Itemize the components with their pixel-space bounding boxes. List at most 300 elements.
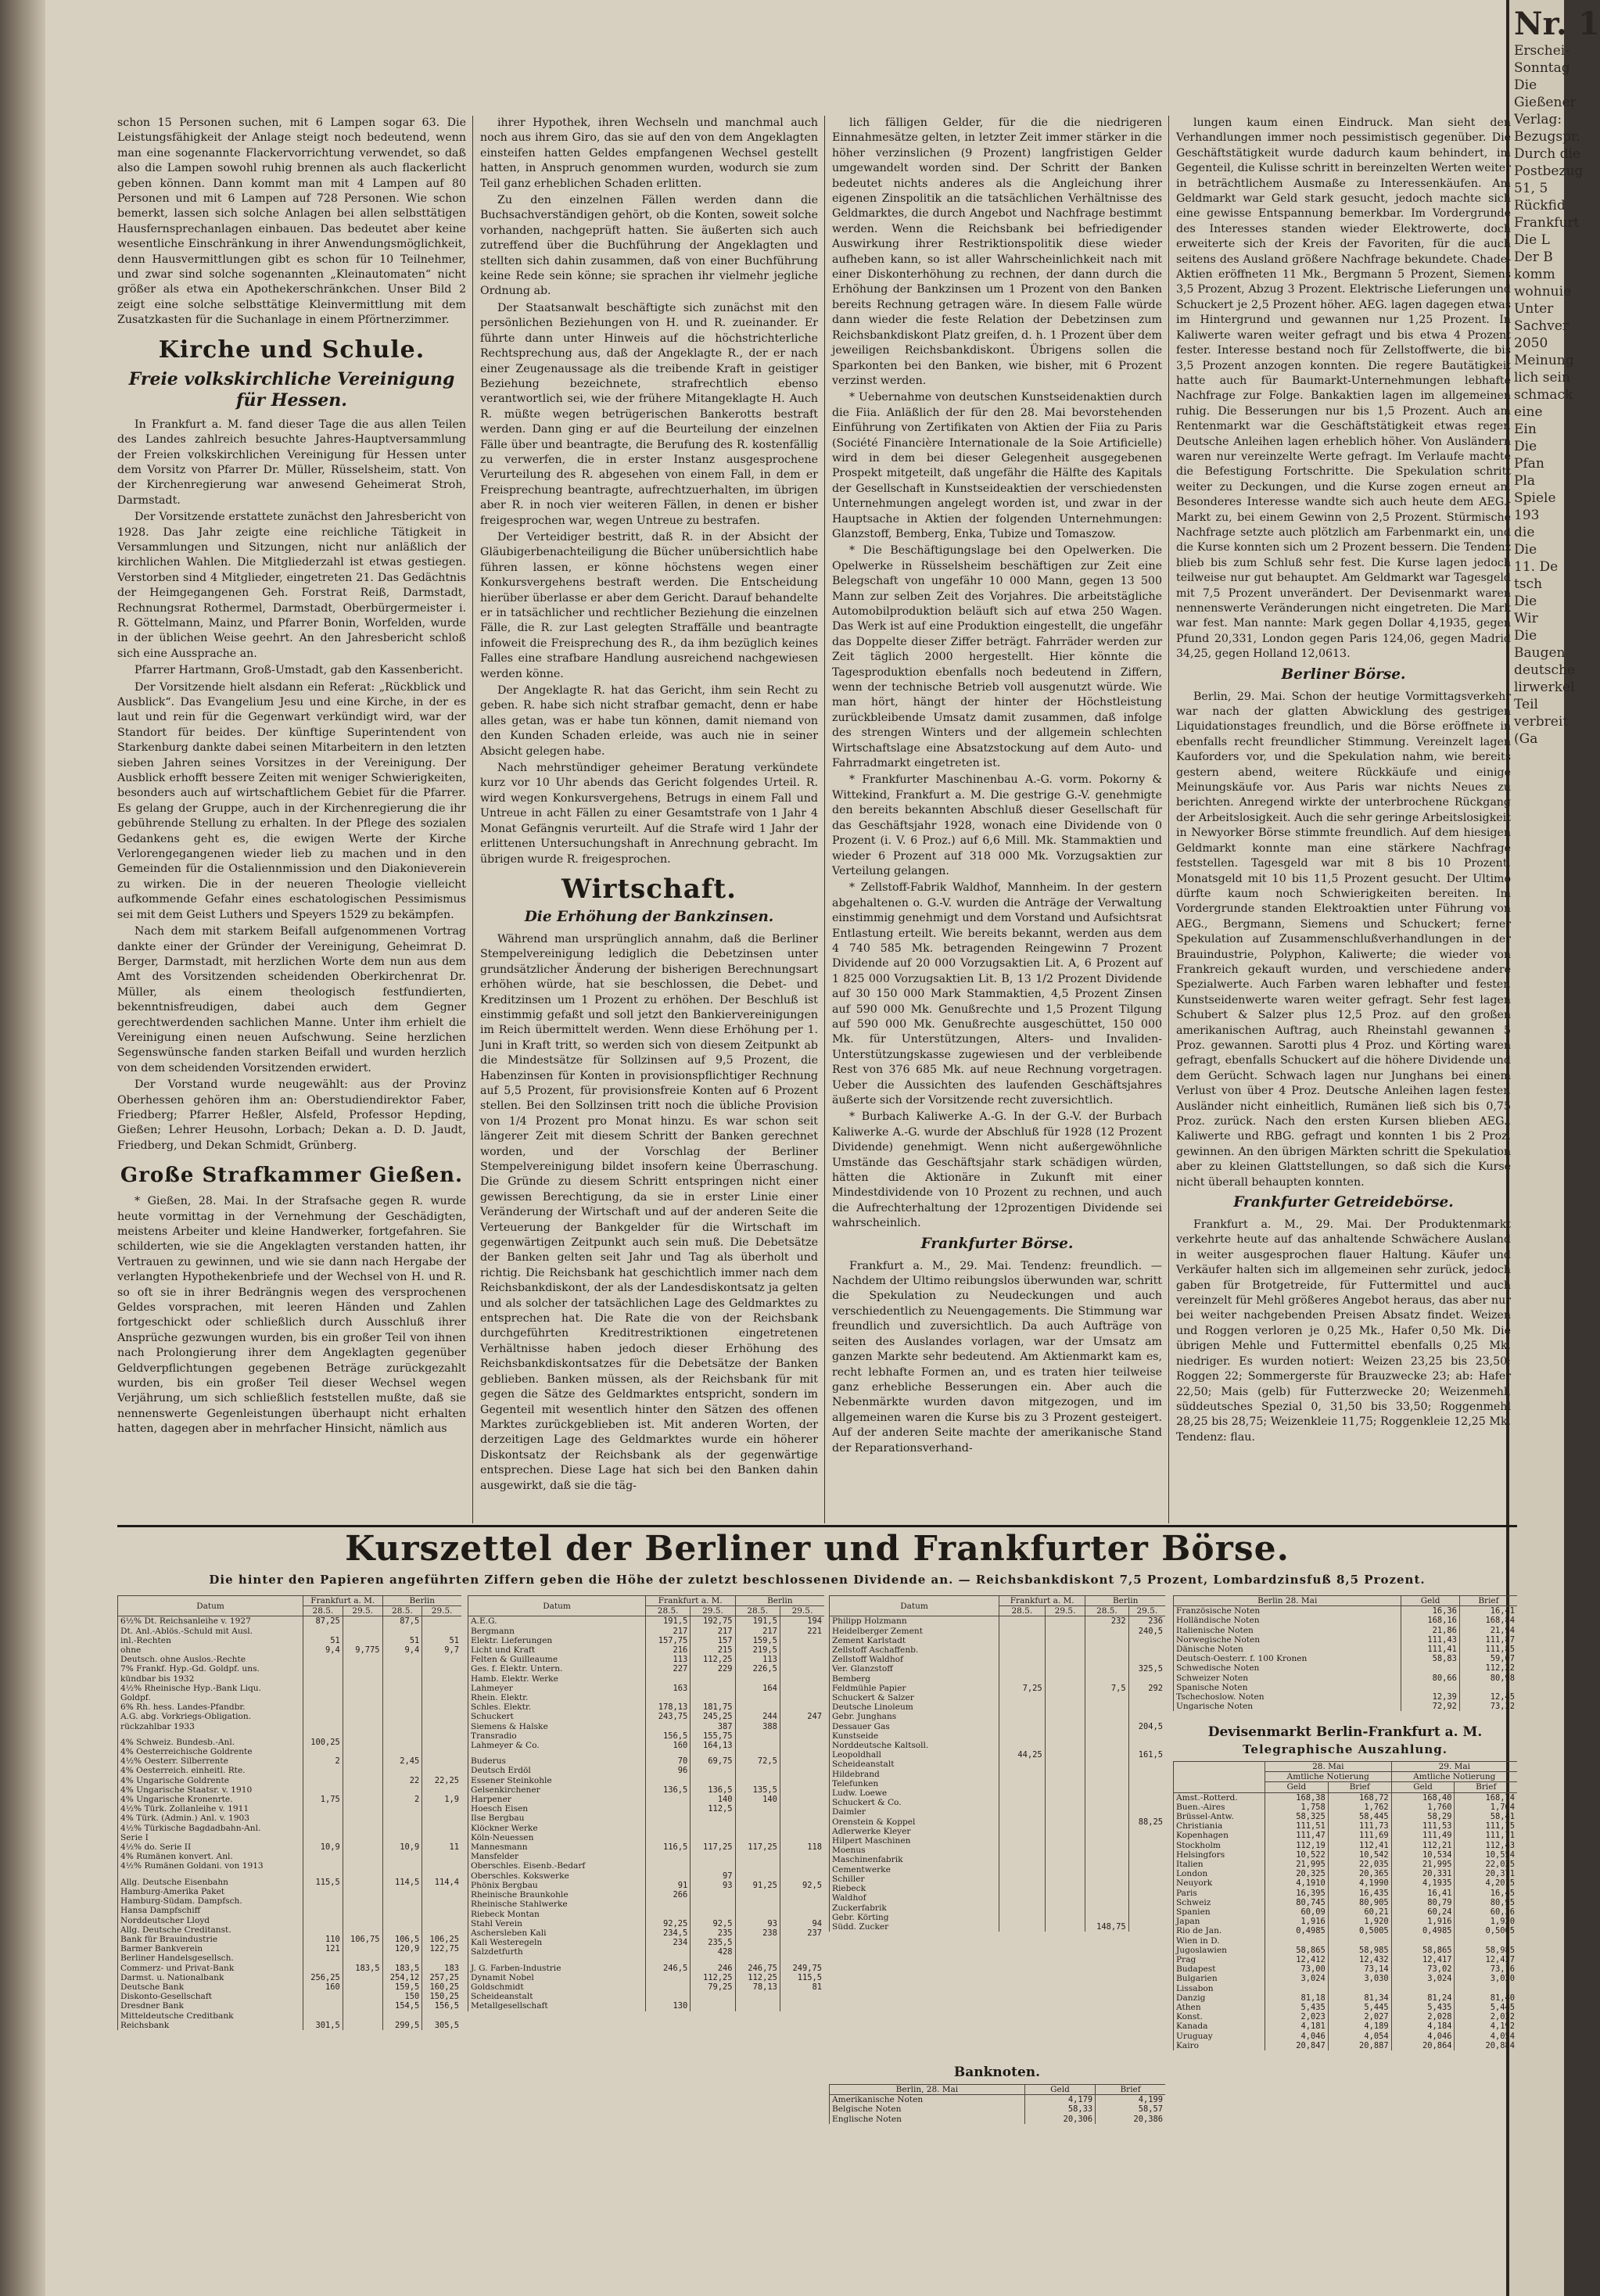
column-header: 28.5. — [1085, 1606, 1128, 1616]
table-cell — [691, 1684, 735, 1693]
column-header: Brief — [1328, 1782, 1391, 1792]
table-cell: 20,331 — [1391, 1869, 1455, 1878]
table-cell — [999, 1903, 1046, 1913]
table-cell: Hildebrand — [830, 1770, 999, 1779]
table-cell — [382, 1674, 422, 1684]
table-cell: 58,57 — [1096, 2104, 1165, 2114]
table-cell — [303, 1887, 343, 1896]
table-row — [118, 2011, 462, 2021]
table-cell: 4% Ungarische Staatsr. v. 1910 — [118, 1785, 303, 1795]
table-cell — [646, 1982, 691, 1992]
table-cell: Hilpert Maschinen — [830, 1836, 999, 1846]
table-cell: 20,365 — [1328, 1869, 1391, 1878]
table-cell: Bemberg — [830, 1674, 999, 1684]
section-subtitle-getreideboerse: Frankfurter Getreidebörse. — [1233, 1194, 1454, 1211]
table-cell: Essener Steinkohle — [468, 1776, 646, 1785]
table-cell: 58,985 — [1328, 1946, 1391, 1955]
table-cell: 246,5 — [646, 1964, 691, 1973]
table-cell: Aschersleben Kali — [468, 1928, 646, 1938]
table-cell: 21,86 — [1401, 1626, 1459, 1635]
table-cell: ohne — [118, 1645, 303, 1655]
table-cell: 112,22 — [1459, 1663, 1517, 1673]
table-cell: 183,5 — [343, 1964, 382, 1973]
table-cell — [422, 2011, 461, 2021]
table-cell — [422, 1627, 461, 1636]
table-cell — [343, 1674, 382, 1684]
table-row — [118, 1702, 462, 1712]
table-cell: 72,92 — [1401, 1702, 1459, 1711]
table-cell: 194 — [780, 1616, 824, 1627]
table-cell — [1265, 1984, 1329, 1993]
table-row — [468, 1982, 825, 1992]
table-cell: 216 — [646, 1645, 691, 1655]
fragment-line: wohnuie — [1514, 284, 1572, 300]
table-cell — [1045, 1798, 1085, 1807]
table-cell — [118, 1731, 303, 1738]
table-row — [468, 1947, 825, 1957]
table-cell — [422, 1887, 461, 1896]
table-cell — [735, 1804, 780, 1813]
table-cell: 93 — [735, 1919, 780, 1928]
table-cell: 9,4 — [303, 1645, 343, 1655]
table-cell: 81 — [780, 1982, 824, 1992]
table-cell: 9,4 — [382, 1645, 422, 1655]
table-cell — [646, 1824, 691, 1833]
table-cell: 160,25 — [422, 1982, 461, 1992]
table-cell — [780, 2001, 824, 2011]
table-row — [830, 1627, 1166, 1636]
table-cell: 112,25 — [735, 1973, 780, 1982]
table-row — [830, 1750, 1166, 1760]
table-cell: Hansa Dampfschiff — [118, 1906, 303, 1915]
table-row — [118, 1655, 462, 1664]
table-cell: 111,49 — [1391, 1831, 1455, 1840]
table-row — [1174, 1606, 1518, 1616]
table-cell — [735, 1731, 780, 1741]
table-cell: Lahmeyer — [468, 1684, 646, 1693]
table-cell: 4,192 — [1455, 2022, 1517, 2031]
table-cell — [1085, 1760, 1128, 1769]
table-cell — [382, 1738, 422, 1747]
table-cell: Gebr. Junghans — [830, 1712, 999, 1721]
table-cell: 4½% Rheinische Hyp.-Bank Liqu. — [118, 1684, 303, 1693]
fragment-line: Der B — [1514, 249, 1553, 265]
article-getreideboerse — [1176, 1218, 1511, 1445]
table-cell — [999, 1893, 1046, 1903]
table-cell — [780, 1871, 824, 1881]
table-cell: Goldpf. — [118, 1693, 303, 1702]
table-cell: 388 — [735, 1722, 780, 1731]
table-cell — [1401, 1663, 1459, 1673]
table-cell: 112,43 — [1455, 1841, 1517, 1850]
table-cell — [1045, 1645, 1085, 1655]
table-cell: 91,25 — [735, 1881, 780, 1890]
table-cell — [422, 1916, 461, 1925]
table-cell: 168,40 — [1391, 1792, 1455, 1803]
table-cell: 217 — [646, 1627, 691, 1636]
table-cell — [999, 1731, 1046, 1741]
table-cell: 4% Oesterreichische Goldrente — [118, 1747, 303, 1756]
table-cell — [343, 1712, 382, 1721]
table-cell: 73,16 — [1455, 1964, 1517, 1974]
table-cell — [382, 1925, 422, 1935]
column-header: Berlin — [1085, 1596, 1165, 1606]
article-strafkammer-cont — [480, 116, 818, 867]
table-cell — [780, 1938, 824, 1947]
table-cell: 168,16 — [1401, 1616, 1459, 1625]
table-cell — [422, 1785, 461, 1795]
table-cell: 111,43 — [1401, 1635, 1459, 1645]
table-cell: 91 — [646, 1881, 691, 1890]
table-cell: 58,29 — [1391, 1812, 1455, 1821]
table-cell: 266 — [646, 1890, 691, 1900]
table-cell: 7,25 — [999, 1684, 1046, 1693]
table-cell — [303, 1747, 343, 1756]
table-cell — [1085, 1712, 1128, 1721]
table-row — [468, 1636, 825, 1645]
table-cell: 16,395 — [1265, 1889, 1329, 1898]
table-cell: 6% Rh. hess. Landes-Pfandbr. — [118, 1702, 303, 1712]
table-cell: 191,5 — [646, 1616, 691, 1627]
table-cell: 21,995 — [1391, 1860, 1455, 1869]
table-row — [830, 1770, 1166, 1779]
table-row — [468, 1645, 825, 1655]
table-cell — [999, 1645, 1046, 1655]
table-cell: 115,5 — [303, 1878, 343, 1887]
table-cell: 100,25 — [303, 1738, 343, 1747]
table-cell: 111,87 — [1459, 1635, 1517, 1645]
table-cell: Allg. Deutsche Eisenbahn — [118, 1878, 303, 1887]
table-cell: Schweizer Noten — [1174, 1674, 1401, 1683]
column-header: Berlin, 28. Mai — [830, 2085, 1025, 2095]
table-cell: 240,5 — [1128, 1627, 1165, 1636]
table-cell: 106,25 — [422, 1935, 461, 1944]
table-cell — [382, 1766, 422, 1775]
table-row — [1174, 1964, 1518, 1974]
table-cell — [303, 1833, 343, 1842]
table-cell — [1085, 1770, 1128, 1779]
table-cell — [999, 1855, 1046, 1864]
table-cell — [1085, 1693, 1128, 1702]
table-row — [118, 1674, 462, 1684]
table-row — [118, 1852, 462, 1861]
table-row — [1174, 1946, 1518, 1955]
paragraph: Berlin, 29. Mai. Schon der heutige Vormittagsverkehr war nach der glatten Abwicklung des gestrigen Liquidationstages freundlich, und die Börse eröffnete in ebenfalls recht freundlicher Stimmung. Vereinzelt lagen Kauforders vor, und die Spekulation nahm, wie bereits gestern abend, weitere Rückkäufe und einige Meinungskäufe vor. Aus Paris war nichts Neues zu berichten. Anregend wirkte der unterbrochene Rückgang der Arbeitslosigkeit. Auch die sehr geringe Arbeitslosigkeit in Newyorker Börse stimmte freundlich. Auf dem hiesigen Geldmarkt konnte man eine stärkere Nachfrage feststellen. Tagesgeld war mit 8 bis 10 Prozent, Monatsgeld mit 10 bis 11,5 Prozent gesucht. Der Ultimo dürfte kaum noch Schwierigkeiten bereiten. Im Vordergrunde standen Elektroaktien unter Führung von AEG., Bergmann, Siemens und Schuckert; ferner Spekulation auf Zusammenschlußverhandlungen in der Brauindustrie, Polyphon, Kaliwerte; die wieder von Frankreich gekauft wurden, und verschiedene andere Spezialwerte. Auch Farben waren lebhafter und fester. Kunstseidenwerte waren weiter gefragt. Sehr fest lagen Schubert & Salzer plus 12,5 Proz. auf den großen amerikanischen Auftrag, auch Rheinstahl gewannen 5 Proz. gewannen. Sarotti plus 4 Proz. und Körting waren gefragt, ebenfalls Schuckert auf die höhere Dividende und dem Gerücht. Schwach lagen nur Junghans bei einem Verlust von über 4 Proz. Deutsche Anleihen lagen fester. Ausländer nicht einheitlich, Rumänen ließ sich bis 0,75 Proz. zurück. Nach den ersten Kursen blieben AEG., Kaliwerte und RBG. gefragt und konnten 1 bis 2 Proz. gewinnen. An den übrigen Märkten schritt die Spekulation aber zu kleinen Glattstellungen, so daß sich die Kurse nicht überall behaupten konnten. — [1176, 690, 1511, 1189]
table-cell — [118, 1871, 303, 1878]
table-row — [118, 1861, 462, 1871]
fragment-line: Die L — [1514, 232, 1550, 248]
table-cell — [422, 1747, 461, 1756]
table-row — [1174, 1663, 1518, 1673]
paragraph: Während man ursprünglich annahm, daß die Berliner Stempelvereinigung lediglich die Debetzinsen unter grundsätzlicher Änderung der bisherigen Berechnungsart erhöhen würde, hat sie beschlossen, die Debet- und Kreditzinsen um 1 Prozent zu erhöhen. Der Beschluß ist einstimmig gefaßt und soll jetzt den Bankiervereinigungen im Reich übermittelt werden. Wenn diese Erhöhung per 1. Juni in Kraft tritt, so werden sich von diesem Zeitpunkt ab die Mindestsätze für Sollzinsen auf 9,5 Prozent, die Habenzinsen für Konten in provisionspflichtiger Rechnung auf 5,5 Prozent, für provisionsfreie Konten auf 6 Prozent stellen. Bei den Sollzinsen tritt noch die übliche Provision von 1/4 Prozent pro Monat hinzu. Es war schon seit längerer Zeit mit diesem Schritt der Banken gerechnet worden, und der Vorschlag der Berliner Stempelvereinigung bildet insofern keine Überraschung. Die Gründe zu diesem Schritt entspringen nicht einer gewissen Berechtigung, da sie in erster Linie einer Veränderung der Wirtschaft und auf der anderen Seite die Verteuerung der Bankgelder für die Wirtschaft im gegenwärtigen Zeitpunkt auch sein muß. Die Debetsätze der Banken gelten seit Jahr und Tag als überholt und richtig. Die Reichsbank hat geschichtlich immer nach dem Reichsbankdiskont, der als der Landesdiskontsatz ja gelten und als solcher der tatsächlichen Lage des Geldmarktes zu entsprechen hat. Die Rate die von der Reichsbank durchgeführten Kreditrestriktionen eingetretenen Verhältnisse haben jedoch dieser Erhöhung des Reichsbankdiskontsatzes für die Debetsätze der Banken geblieben. Banken müssen, als der Reichsbank für mit gegen die Sätze des Geldmarktes entspricht, sondern im Gegenteil mit wesentlich hinter den Sätzen des offenen Marktes zurückgeblieben ist. Mit anderen Worten, der derzeitigen Lage des Geldmarktes wurde ein höherer Diskontsatz der Reichsbank als der gegenwärtige entsprechen. Diese Lage hat sich bei den Banken dahin ausgewirkt, daß sie die täg- — [480, 932, 818, 1492]
table-cell: 94 — [780, 1919, 824, 1928]
fragment-line: 193 — [1514, 508, 1540, 523]
table-cell: 111,47 — [1265, 1831, 1329, 1840]
table-cell: Wien in D. — [1174, 1936, 1265, 1946]
table-row — [118, 1813, 462, 1823]
table-row — [118, 1747, 462, 1756]
table-cell — [1045, 1693, 1085, 1702]
table-cell: Dynamit Nobel — [468, 1973, 646, 1982]
table-cell — [1045, 1807, 1085, 1817]
table-cell: 191,5 — [735, 1616, 780, 1627]
paragraph: lich fälligen Gelder, für die die niedrigeren Einnahmesätze gelten, in letzter Zeit immer stärker in die höher verzinslichen (9 Prozent) langfristigen Gelder umgewandelt worden sind. Der Schritt der Banken bedeutet nichts anderes als die Angleichung ihrer eigenen Zinspolitik an die tatsächlichen Verhältnisse des Geldmarktes, die durch Angebot und Nachfrage bestimmt werden. Wenn die Reichsbank bei befriedigender Auswirkung ihrer Restriktionspolitik diese wieder aufheben kann, so ist aller Wahrscheinlichkeit nach mit einer Diskonterhöhung zu rechnen, der dann durch die Erhöhung der Bankzinsen um 1 Prozent von den Banken bereits Rechnung getragen wäre. In diesem Falle würde dann wieder die feste Relation der Debetzinsen zum Reichsbankdiskont Platz greifen, d. h. 1 Prozent über dem jeweiligen Reichsbankdiskont. Übrigens sollen die Sparkonten bei den Banken, wie bisher, mit 6 Prozent verzinst werden. — [832, 117, 1162, 387]
table-cell: 111,51 — [1265, 1821, 1329, 1831]
fragment-line: Die — [1514, 77, 1537, 93]
fragment-line: Ein — [1514, 422, 1537, 437]
table-cell: London — [1174, 1869, 1265, 1878]
table-cell: Dt. Anl.-Ablös.-Schuld mit Ausl. — [118, 1627, 303, 1636]
table-cell: Serie I — [118, 1833, 303, 1842]
table-cell: Ver. Glanzstoff — [830, 1664, 999, 1674]
table-cell: 20,325 — [1265, 1869, 1329, 1878]
table-cell: 116,5 — [646, 1842, 691, 1852]
table-cell — [735, 1813, 780, 1823]
table-cell — [780, 1693, 824, 1702]
column-header: 28.5. — [303, 1606, 343, 1616]
table-row — [830, 1903, 1166, 1913]
table-header-row — [830, 1596, 1166, 1606]
table-cell: 22,035 — [1455, 1860, 1517, 1869]
table-cell: Französische Noten — [1174, 1606, 1401, 1616]
table-row — [830, 1760, 1166, 1769]
table-cell — [382, 1655, 422, 1664]
column-header: Berlin — [735, 1596, 824, 1606]
table-row — [468, 1938, 825, 1947]
table-cell — [1085, 1731, 1128, 1741]
table-cell — [422, 1738, 461, 1747]
table-cell: 2,45 — [382, 1756, 422, 1766]
table-cell — [1045, 1616, 1085, 1627]
table-row — [468, 1890, 825, 1900]
table-cell: 10,542 — [1328, 1850, 1391, 1860]
section-subtitle-berliner-boerse: Berliner Börse. — [1281, 665, 1406, 683]
table-cell — [382, 1871, 422, 1878]
table-cell: Goldschmidt — [468, 1982, 646, 1992]
table-cell — [1128, 1731, 1165, 1741]
table-row — [830, 1645, 1166, 1655]
table-row — [118, 1906, 462, 1915]
table-cell — [691, 1674, 735, 1684]
table-cell: 226,5 — [735, 1664, 780, 1674]
table-cell — [1128, 1874, 1165, 1884]
table-cell: Ilse Bergbau — [468, 1813, 646, 1823]
table-cell — [303, 1964, 343, 1973]
article-boerse-cont — [1176, 116, 1511, 662]
table-cell: Hamb. Elektr. Werke — [468, 1674, 646, 1684]
table-row — [118, 1887, 462, 1896]
table-cell — [1128, 1741, 1165, 1750]
table-row — [830, 2095, 1166, 2105]
table-cell: Norddeutscher Lloyd — [118, 1916, 303, 1925]
table-cell: Danzig — [1174, 1993, 1265, 2003]
table-cell: 1,9 — [422, 1795, 461, 1804]
table-cell: 157,75 — [646, 1636, 691, 1645]
table-cell: 73,32 — [1459, 1702, 1517, 1711]
table-cell: Scheideanstalt — [468, 1992, 646, 2001]
fragment-line: Verlag: — [1514, 112, 1562, 127]
table-row — [1174, 1692, 1518, 1702]
column-header: Datum — [830, 1596, 999, 1616]
table-cell — [343, 1833, 382, 1842]
table-row — [468, 1684, 825, 1693]
table-cell: 11 — [422, 1842, 461, 1852]
table-cell — [382, 1731, 422, 1738]
column-header: Frankfurt a. M. — [303, 1596, 383, 1606]
table-cell: 0,5005 — [1328, 1926, 1391, 1935]
table-cell — [343, 1925, 382, 1935]
table-row — [1174, 2003, 1518, 2012]
table-cell — [780, 1813, 824, 1823]
table-cell — [422, 1702, 461, 1712]
table-cell — [422, 1871, 461, 1878]
table-row — [1174, 2041, 1518, 2050]
table-row — [830, 1865, 1166, 1874]
table-cell — [1045, 1674, 1085, 1684]
table-cell — [691, 1992, 735, 2001]
article-vereinigung — [117, 418, 466, 1154]
table-cell: 4% Türk. (Admin.) Anl. v. 1903 — [118, 1813, 303, 1823]
table-row — [468, 1957, 825, 1964]
table-cell — [780, 1833, 824, 1842]
table-cell — [780, 1674, 824, 1684]
table-cell — [1045, 1741, 1085, 1750]
table-cell — [303, 1684, 343, 1693]
table-cell — [1045, 1913, 1085, 1922]
table-cell — [1085, 1741, 1128, 1750]
table-row — [1174, 1645, 1518, 1654]
table-cell: 4,046 — [1265, 2032, 1329, 2041]
table-cell — [382, 1722, 422, 1731]
table-row — [830, 1702, 1166, 1712]
table-cell: 112,5 — [691, 1804, 735, 1813]
table-cell: Athen — [1174, 2003, 1265, 2012]
table-cell — [780, 1636, 824, 1645]
table-cell: 73,02 — [1391, 1964, 1455, 1974]
table-cell: Stahl Verein — [468, 1919, 646, 1928]
table-row — [468, 1795, 825, 1804]
table-cell: 20,386 — [1096, 2115, 1165, 2124]
table-row — [118, 1878, 462, 1887]
table-cell — [1085, 1636, 1128, 1645]
table-cell: 4% Ungarische Kronenrte. — [118, 1795, 303, 1804]
table-header-row — [1174, 1762, 1518, 1772]
table-cell: 16,41 — [1391, 1889, 1455, 1898]
table-cell — [1045, 1712, 1085, 1721]
table-row — [468, 1655, 825, 1664]
table-cell: Klöckner Werke — [468, 1824, 646, 1833]
table-cell — [303, 1824, 343, 1833]
table-cell: 81,24 — [1391, 1993, 1455, 2003]
table-cell — [691, 1776, 735, 1785]
table-row — [830, 1693, 1166, 1702]
table-cell — [303, 1674, 343, 1684]
kurs-table-werte — [829, 1595, 1165, 1932]
table-row — [468, 1804, 825, 1813]
table-cell — [1128, 1779, 1165, 1788]
table-cell — [1045, 1903, 1085, 1913]
table-cell: 114,4 — [422, 1878, 461, 1887]
table-cell — [999, 1616, 1046, 1627]
table-cell: Oberschles. Eisenb.-Bedarf — [468, 1861, 646, 1871]
table-cell — [303, 1627, 343, 1636]
table-cell — [343, 1756, 382, 1766]
column-header: Brief — [1459, 1596, 1517, 1606]
table-cell — [343, 1747, 382, 1756]
column-header: 29.5. — [343, 1606, 382, 1616]
table-cell: Deutsch. ohne Auslos.-Rechte — [118, 1655, 303, 1664]
table-cell: 168,74 — [1455, 1792, 1517, 1803]
table-row — [468, 1928, 825, 1938]
table-cell — [646, 1871, 691, 1881]
table-cell — [343, 1871, 382, 1878]
table-cell: 387 — [691, 1722, 735, 1731]
table-cell: 245,25 — [691, 1712, 735, 1721]
table-cell — [343, 1916, 382, 1925]
table-cell: 79,25 — [691, 1982, 735, 1992]
table-row — [468, 1776, 825, 1785]
column-header: Geld — [1265, 1782, 1329, 1792]
paragraph: Frankfurt a. M., 29. Mai. Der Produktenmarkt verkehrte heute auf das anhaltende Schwächere Ausland in weiter ausgesprochen flauer Haltung. Käufer und Verkäufer halten sich im allgemeinen sehr zurück, jedoch gaben für Brotgetreide, für Futtermittel und auch vereinzelt für Mehl größeres Angebot heraus, das aber nur bei weiter nachgebenden Preisen Absatz findet. Weizen und Roggen verloren je 0,25 Mk., Hafer 0,50 Mk. Die übrigen Mehle und Futtermittel ebenfalls 0,25 Mk. niedriger. Es wurden notiert: Weizen 23,25 bis 23,50; Roggen 22; Sommergerste für Brauzwecke 23; ab: Hafer 22,50; Mais (gelb) für Futterzwecke 20; Weizenmehl, süddeutsches Spezial 0, 31,50 bis 33,50; Roggenmehl 28,25 bis 28,75; Weizenkleie 11,75; Roggenkleie 12,25 Mk. Tendenz: flau. — [1176, 1218, 1511, 1444]
table-cell: 80,79 — [1391, 1898, 1455, 1907]
table-cell — [303, 1871, 343, 1878]
table-cell: 114,5 — [382, 1878, 422, 1887]
table-cell — [1085, 1893, 1128, 1903]
table-cell: 183 — [422, 1964, 461, 1973]
table-cell — [999, 1865, 1046, 1874]
fragment-line: Die — [1514, 628, 1537, 644]
table-cell: 112,19 — [1265, 1841, 1329, 1850]
table-cell — [1128, 1893, 1165, 1903]
table-cell — [343, 1953, 382, 1963]
table-cell — [691, 1824, 735, 1833]
table-cell: 10,554 — [1455, 1850, 1517, 1860]
fragment-line: verbreit — [1514, 714, 1569, 730]
table-cell — [343, 2011, 382, 2021]
table-cell: Orenstein & Koppel — [830, 1817, 999, 1827]
table-cell: Holländische Noten — [1174, 1616, 1401, 1625]
paragraph: Der Staatsanwalt beschäftigte sich zunächst mit den persönlichen Beziehungen von H. und R. zueinander. Er führte dann unter Hinweis auf die höchstrichterliche Rechtsprechung aus, daß der Angeklagte R., der er nach einer Zeugenaussage als die treibende Kraft in geistiger Beziehung bezeichnete, strafrechtlich ebenso verantwortlich sei, wie der frühere Mitangeklagte H. Auch R. müßte wegen betrügerischen Bankerotts bestraft werden. Dann ging er auf die Beurteilung der einzelnen Fälle über und beantragte, die Berufung des R. kostenfällig zu verwerfen, die in erster Instanz ausgesprochene Verurteilung des R. abgesehen von einem Fall, in dem er Freisprechung beantragte, aufrechtzuerhalten, im übrigen aber R. in noch vier weiteren Fällen, in denen er bisher freigesprochen war, wegen Untreue zu bestrafen. — [480, 301, 818, 527]
table-cell: 4,054 — [1328, 2032, 1391, 2041]
fragment-line: deutsche — [1514, 662, 1575, 678]
fragment-line: lich sein — [1514, 370, 1570, 386]
table-cell: 4% Oesterreich. einheitl. Rte. — [118, 1766, 303, 1775]
table-cell — [343, 1852, 382, 1861]
table-cell — [646, 1852, 691, 1861]
table-cell — [735, 1947, 780, 1957]
table-cell: A.G. abg. Vorkriegs-Obligation. — [118, 1712, 303, 1721]
kurs-table-industrie — [468, 1595, 824, 2011]
table-row — [1174, 1860, 1518, 1869]
table-cell — [1128, 1865, 1165, 1874]
table-cell — [303, 1906, 343, 1915]
table-cell: Maschinenfabrik — [830, 1855, 999, 1864]
table-cell: 1,760 — [1391, 1803, 1455, 1812]
table-cell — [1045, 1702, 1085, 1712]
table-cell: 1,764 — [1455, 1803, 1517, 1812]
table-cell: Cementwerke — [830, 1865, 999, 1874]
table-cell: 97 — [691, 1871, 735, 1881]
table-cell — [1085, 1807, 1128, 1817]
column-header: 29.5. — [422, 1606, 461, 1616]
table-cell — [343, 1944, 382, 1953]
table-cell: Schuckert & Salzer — [830, 1693, 999, 1702]
table-cell: Rio de Jan. — [1174, 1926, 1265, 1935]
table-cell: 2,027 — [1328, 2012, 1391, 2022]
table-cell: 4,199 — [1096, 2095, 1165, 2105]
table-row — [1174, 1955, 1518, 1964]
table-cell: 58,33 — [1024, 2104, 1095, 2114]
